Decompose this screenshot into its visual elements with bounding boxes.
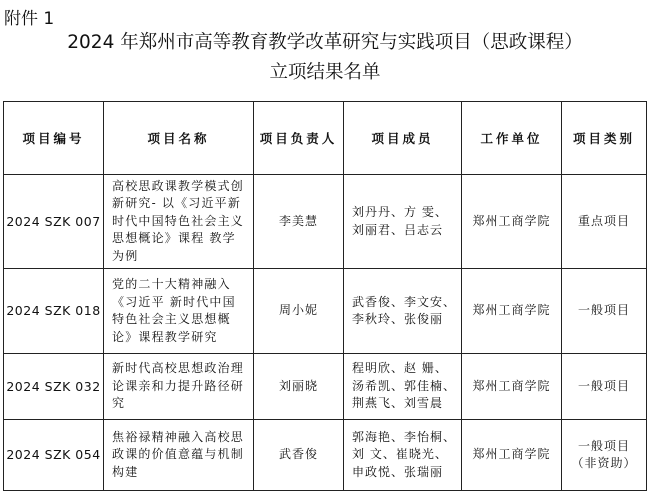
member-line: 武香俊、李文安、 bbox=[352, 294, 457, 309]
project-name: 党的二十大精神融入《习近平 新时代中国特色社会主义思想概论》课程教学研究 bbox=[104, 269, 254, 354]
project-members bbox=[344, 420, 462, 491]
member-line: 汤希凯、郭佳楠、 bbox=[352, 378, 457, 393]
work-unit: 郑州工商学院 bbox=[462, 354, 562, 420]
project-category bbox=[562, 269, 647, 354]
category-line: （非资助） bbox=[571, 456, 637, 470]
project-members bbox=[344, 354, 462, 420]
table-row bbox=[4, 269, 647, 354]
column-header-name: 项目名称 bbox=[104, 102, 254, 175]
table-row bbox=[4, 175, 647, 269]
project-code: 2024 SZK 018 bbox=[4, 269, 104, 354]
category-line: 一般项目 bbox=[577, 303, 630, 318]
project-table bbox=[3, 101, 647, 491]
member-line: 刘 文、崔晓光、 bbox=[352, 447, 448, 462]
work-unit: 郑州工商学院 bbox=[462, 175, 562, 269]
project-category bbox=[562, 420, 647, 491]
project-leader: 李美慧 bbox=[254, 175, 344, 269]
project-members bbox=[344, 269, 462, 354]
column-header-unit: 工作单位 bbox=[462, 102, 562, 175]
column-header-leader: 项目负责人 bbox=[254, 102, 344, 175]
column-header-code: 项目编号 bbox=[4, 102, 104, 175]
project-category bbox=[562, 175, 647, 269]
member-line: 申政悦、张瑞丽 bbox=[352, 464, 444, 479]
category-line: 一般项目 bbox=[577, 378, 630, 393]
project-leader: 刘丽晓 bbox=[254, 354, 344, 420]
document-subtitle: 立项结果名单 bbox=[269, 62, 381, 83]
project-leader: 周小妮 bbox=[254, 269, 344, 354]
project-category bbox=[562, 354, 647, 420]
member-line: 程明欣、赵 姗、 bbox=[352, 361, 448, 376]
category-line: 重点项目 bbox=[577, 213, 630, 228]
table-row bbox=[4, 354, 647, 420]
attachment-label: 附件 1 bbox=[4, 9, 55, 29]
column-header-category: 项目类别 bbox=[562, 102, 647, 175]
table-header-row bbox=[4, 102, 647, 175]
project-code: 2024 SZK 007 bbox=[4, 175, 104, 269]
member-line: 刘丽君、吕志云 bbox=[352, 222, 444, 237]
table-row bbox=[4, 420, 647, 491]
project-name: 新时代高校思想政治理论课亲和力提升路径研究 bbox=[104, 354, 254, 420]
category-line: 一般项目 bbox=[577, 438, 630, 453]
work-unit: 郑州工商学院 bbox=[462, 420, 562, 491]
project-leader: 武香俊 bbox=[254, 420, 344, 491]
member-line: 刘丹丹、方 雯、 bbox=[352, 205, 448, 219]
project-code: 2024 SZK 054 bbox=[4, 420, 104, 491]
column-header-members: 项目成员 bbox=[344, 102, 462, 175]
member-line: 李秋玲、张俊丽 bbox=[352, 312, 444, 326]
document-title: 2024 年郑州市高等教育教学改革研究与实践项目（思政课程） bbox=[67, 32, 583, 53]
project-name: 高校思政课教学模式创新研究- 以《习近平新时代中国特色社会主义思想概论》课程 教学为例 bbox=[104, 175, 254, 269]
project-name: 焦裕禄精神融入高校思政课的价值意蕴与机制构建 bbox=[104, 420, 254, 491]
project-code: 2024 SZK 032 bbox=[4, 354, 104, 420]
member-line: 郭海艳、李怡桐、 bbox=[352, 429, 457, 444]
member-line: 荆燕飞、刘雪晨 bbox=[352, 396, 444, 411]
project-members bbox=[344, 175, 462, 269]
work-unit: 郑州工商学院 bbox=[462, 269, 562, 354]
